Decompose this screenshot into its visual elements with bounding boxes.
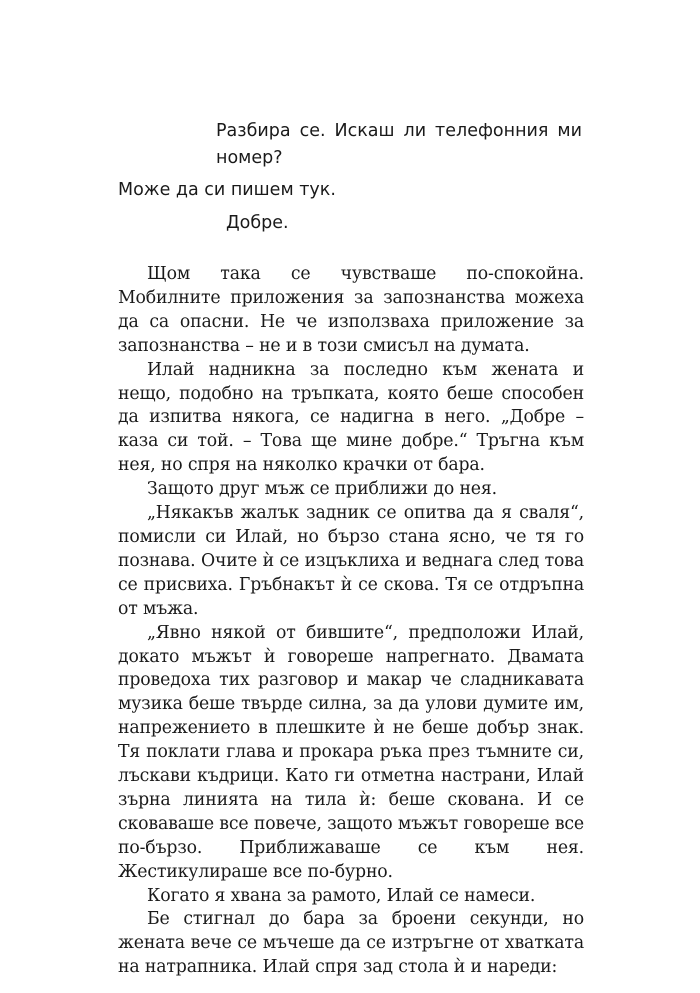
paragraph: Бе стигнал до бара за броени секунди, но жената вече се мъчеше да се изтръгне от хватката на натрапника. Илай спря зад стола ѝ и нареди: bbox=[118, 909, 584, 978]
body-text bbox=[118, 263, 584, 980]
chat-message-okay: Добре. bbox=[226, 213, 289, 233]
paragraph: Когато я хвана за рамото, Илай се намеси. bbox=[147, 885, 536, 906]
chat-message-write-here: Може да си пишем тук. bbox=[118, 180, 336, 200]
paragraph: Щом така се чувстваше по-спокойна. Мобилните приложения за запознанства можеха да са опасни. Не че използваха приложение за запознанства – не и в този смисъл на думата. bbox=[118, 264, 584, 356]
paragraph: Илай надникна за последно към жената и нещо, подобно на тръпката, която беше способен да изпитва някога, се надигна в него. „Добре – каза си той. – Това ще мине добре.“ Тръгна към нея, но спря на няколко крачки от бара. bbox=[118, 359, 584, 476]
paragraph: Защото друг мъж се приближи до нея. bbox=[147, 479, 497, 500]
chat-message-phone-offer: Разбира се. Искаш ли телефонния ми номер? bbox=[216, 121, 582, 168]
paragraph: „Явно някой от бившите“, предположи Илай, докато мъжът ѝ говореше напрегнато. Двамата проведоха тих разговор и макар че сладникавата музика беше твърде силна, за да улови думите им, напрежението в плешките ѝ не беше добър знак. Тя поклати глава и прокара ръка през тъмните си, лъскави къдрици. Като ги отметна настрани, Илай зърна линията на тила ѝ: беше скована. И се сковаваше все повече, защото мъжът говореше все по-бързо. Приближаваше се към нея. Жестикулираше все по-бурно. bbox=[118, 622, 584, 882]
paragraph: „Някакъв жалък задник се опитва да я сваля“, помисли си Илай, но бързо стана ясно, че тя го познава. Очите ѝ се изцъклиха и веднага след това се присвиха. Гръбнакът ѝ се скова. Тя се отдръпна от мъжа. bbox=[118, 503, 584, 619]
